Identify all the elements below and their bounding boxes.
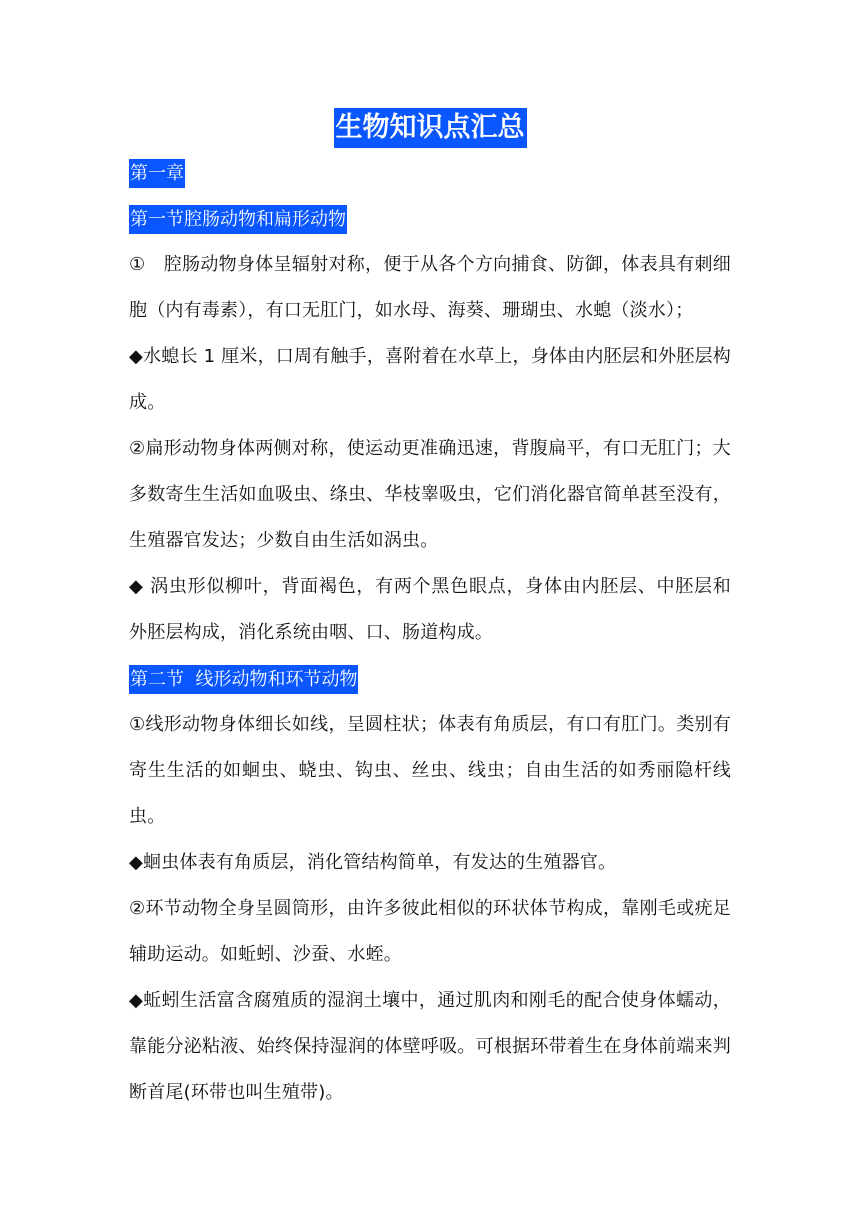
paragraph: ① 腔肠动物身体呈辐射对称，便于从各个方向捕食、防御，体表具有刺细胞（内有毒素），有口无肛门，如水母、海葵、珊瑚虫、水螅（淡水）； bbox=[129, 254, 731, 321]
paragraph: ②环节动物全身呈圆筒形，由许多彼此相似的环状体节构成，靠刚毛或疣足辅助运动。如蚯蚓、沙蚕、水蛭。 bbox=[129, 898, 731, 965]
section-heading: 第一节腔肠动物和扁形动物 bbox=[129, 205, 347, 234]
paragraph: ①线形动物身体细长如线，呈圆柱状；体表有角质层，有口有肛门。类别有寄生生活的如蛔虫、蛲虫、钩虫、丝虫、线虫；自由生活的如秀丽隐杆线虫。 bbox=[129, 714, 731, 827]
document-body bbox=[129, 150, 731, 1116]
bullet-paragraph: ◆水螅长 1 厘米，口周有触手，喜附着在水草上，身体由内胚层和外胚层构成。 bbox=[129, 346, 731, 413]
section-heading-row bbox=[129, 656, 731, 702]
bullet-paragraph: ◆蛔虫体表有角质层，消化管结构简单，有发达的生殖器官。 bbox=[129, 852, 617, 873]
title-container bbox=[0, 108, 860, 148]
bullet-paragraph: ◆蚯蚓生活富含腐殖质的湿润土壤中，通过肌肉和刚毛的配合使身体蠕动，靠能分泌粘液、始终保持湿润的体壁呼吸。可根据环带着生在身体前端来判断首尾(环带也叫生殖带)。 bbox=[129, 990, 731, 1103]
chapter-heading-row bbox=[129, 150, 731, 196]
section-heading-row bbox=[129, 196, 731, 242]
bullet-paragraph: ◆ 涡虫形似柳叶，背面褐色，有两个黑色眼点，身体由内胚层、中胚层和外胚层构成，消化系统由咽、口、肠道构成。 bbox=[129, 576, 731, 643]
paragraph: ②扁形动物身体两侧对称，使运动更准确迅速，背腹扁平，有口无肛门；大多数寄生生活如血吸虫、绦虫、华枝睾吸虫，它们消化器官简单甚至没有，生殖器官发达；少数自由生活如涡虫。 bbox=[129, 438, 731, 551]
document-title: 生物知识点汇总 bbox=[334, 108, 527, 148]
section-heading: 第二节 线形动物和环节动物 bbox=[129, 665, 358, 694]
chapter-heading: 第一章 bbox=[129, 159, 185, 188]
